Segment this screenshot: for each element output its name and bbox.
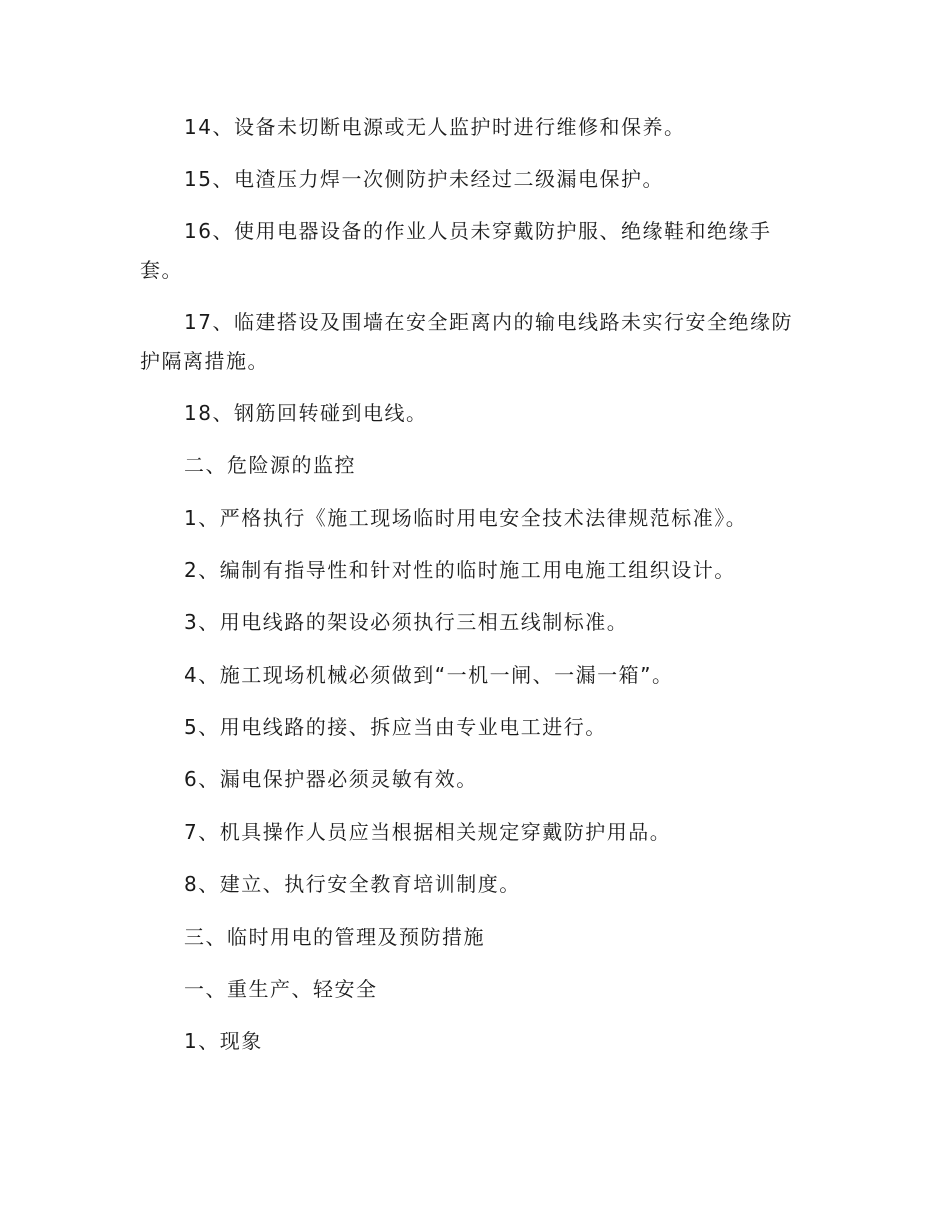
monitoring-item-2: 2、编制有指导性和针对性的临时施工用电施工组织设计。 [184, 558, 736, 582]
paragraph-16-line-1: 16、使用电器设备的作业人员未穿戴防护服、绝缘鞋和绝缘手 [184, 219, 772, 243]
monitoring-item-4: 4、施工现场机械必须做到“一机一闸、一漏一箱”。 [184, 663, 674, 687]
paragraph-17-line-1: 17、临建搭设及围墙在安全距离内的输电线路未实行安全绝缘防 [184, 310, 793, 334]
subheading-production-over-safety: 一、重生产、轻安全 [184, 977, 378, 1001]
monitoring-item-3: 3、用电线路的架设必须执行三相五线制标准。 [184, 610, 629, 634]
monitoring-item-1: 1、严格执行《施工现场临时用电安全技术法律规范标准》。 [184, 506, 748, 530]
paragraph-14: 14、设备未切断电源或无人监护时进行维修和保养。 [184, 115, 686, 139]
monitoring-item-8: 8、建立、执行安全教育培训制度。 [184, 872, 521, 896]
paragraph-17-line-2: 护隔离措施。 [140, 349, 269, 373]
paragraph-15: 15、电渣压力焊一次侧防护未经过二级漏电保护。 [184, 167, 664, 191]
monitoring-item-6: 6、漏电保护器必须灵敏有效。 [184, 767, 478, 791]
paragraph-18: 18、钢筋回转碰到电线。 [184, 401, 428, 425]
monitoring-item-5: 5、用电线路的接、拆应当由专业电工进行。 [184, 715, 607, 739]
monitoring-item-7: 7、机具操作人员应当根据相关规定穿戴防护用品。 [184, 820, 672, 844]
section-heading-management: 三、临时用电的管理及预防措施 [184, 925, 485, 949]
section-heading-monitoring: 二、危险源的监控 [184, 453, 356, 477]
paragraph-16-line-2: 套。 [140, 258, 183, 282]
subheading-phenomenon: 1、现象 [184, 1029, 263, 1053]
